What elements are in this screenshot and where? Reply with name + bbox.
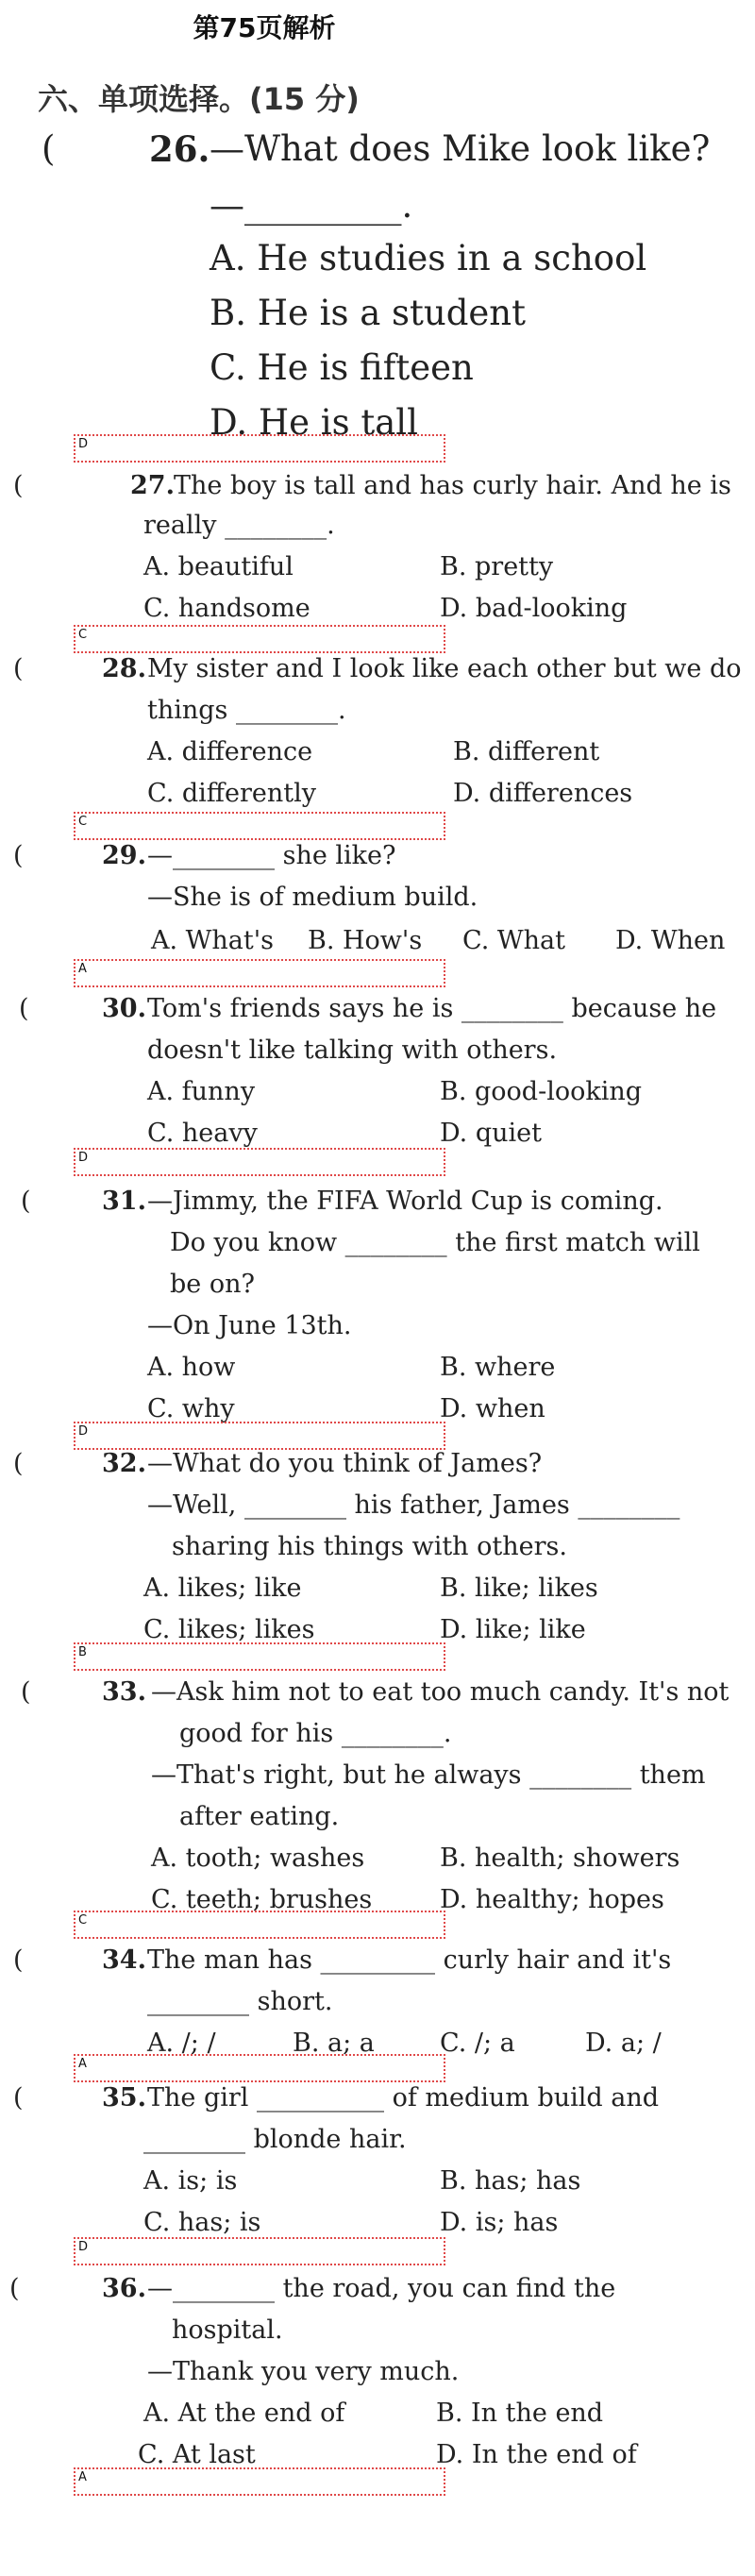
answer-paren: ( [42, 128, 56, 169]
option-d: D. like; like [440, 1615, 586, 1644]
question-stem-line: be on? [170, 1270, 255, 1299]
question-number: 28. [102, 654, 146, 683]
option-c: C. /; a [440, 2029, 515, 2058]
question-stem-line: —Ask him not to eat too much candy. It's not [151, 1677, 730, 1707]
option-a: A. difference [147, 737, 313, 766]
option-c: C. differently [147, 779, 316, 808]
option-d: D. He is tall [210, 402, 418, 443]
question-stem-line: The girl __________ of medium build and [147, 2083, 660, 2113]
option-a: A. He studies in a school [210, 238, 647, 278]
answer-box: A [74, 2467, 445, 2496]
question-stem-line: —________ the road, you can find the [147, 2274, 616, 2303]
option-b: B. a; a [293, 2029, 375, 2058]
answer-box: D [74, 2237, 445, 2265]
question-stem-line: —_________. [210, 185, 413, 226]
question-number: 26. [149, 128, 210, 170]
option-d: D. When [615, 926, 726, 955]
answer-box: B [74, 1642, 445, 1671]
option-a: A. funny [147, 1077, 256, 1106]
answer-paren: ( [13, 1449, 24, 1478]
answer-box: C [74, 812, 445, 840]
option-d: D. is; has [440, 2208, 559, 2237]
question-stem-line: —She is of medium build. [147, 883, 478, 912]
option-d: D. bad-looking [440, 594, 628, 623]
option-d: D. a; / [585, 2029, 662, 2058]
option-c: C. heavy [147, 1119, 258, 1148]
answer-paren: ( [21, 1187, 31, 1216]
option-b: B. different [453, 737, 600, 766]
question-stem-line: —Jimmy, the FIFA World Cup is coming. [147, 1187, 663, 1216]
option-d: D. In the end of [436, 2440, 637, 2469]
page-title: 第75页解析 [193, 12, 336, 43]
option-a: A. likes; like [143, 1574, 302, 1603]
answer-box: A [74, 2054, 445, 2082]
option-a: A. /; / [147, 2029, 216, 2058]
answer-box: C [74, 1911, 445, 1939]
option-b: B. How's [308, 926, 423, 955]
question-number: 32. [102, 1449, 146, 1478]
option-a: A. tooth; washes [151, 1844, 365, 1873]
option-a: A. What's [151, 926, 275, 955]
answer-paren: ( [9, 2274, 20, 2303]
option-b: B. In the end [436, 2399, 604, 2428]
question-stem-line: —Well, ________ his father, James ________ [147, 1490, 680, 1520]
option-d: D. healthy; hopes [440, 1885, 664, 1914]
question-stem-line: good for his ________. [179, 1719, 452, 1748]
question-stem-line: after eating. [179, 1802, 340, 1831]
option-b: B. He is a student [210, 293, 527, 333]
question-stem-line: really ________. [143, 511, 335, 540]
question-number: 29. [102, 841, 146, 870]
option-a: A. At the end of [143, 2399, 345, 2428]
option-c: C. handsome [143, 594, 310, 623]
option-c: C. teeth; brushes [151, 1885, 373, 1914]
question-stem-line: Tom's friends says he is ________ because he [147, 994, 717, 1023]
question-stem-line: —________ she like? [147, 841, 396, 870]
question-stem-line: —What does Mike look like? [210, 128, 711, 169]
option-d: D. when [440, 1394, 545, 1423]
question-stem-line: —Thank you very much. [147, 2357, 460, 2386]
option-c: C. At last [138, 2440, 256, 2469]
question-stem-line: —That's right, but he always ________ them [151, 1760, 706, 1790]
option-b: B. has; has [440, 2166, 581, 2196]
answer-paren: ( [13, 841, 24, 870]
option-c: C. why [147, 1394, 235, 1423]
option-a: A. beautiful [143, 552, 294, 581]
option-c: C. He is fifteen [210, 347, 474, 388]
answer-box: C [74, 625, 445, 653]
option-b: B. good-looking [440, 1077, 643, 1106]
question-stem-line: The boy is tall and has curly hair. And he is [174, 471, 731, 500]
answer-box: D [74, 1148, 445, 1176]
answer-paren: ( [21, 1677, 31, 1707]
question-stem-line: sharing his things with others. [172, 1532, 567, 1561]
answer-box: A [74, 959, 445, 987]
question-number: 33. [102, 1677, 146, 1707]
answer-paren: ( [13, 2083, 24, 2113]
question-stem-line: —On June 13th. [147, 1311, 352, 1340]
answer-box: D [74, 1422, 445, 1450]
answer-paren: ( [19, 994, 29, 1023]
answer-paren: ( [13, 654, 24, 683]
question-number: 34. [102, 1945, 146, 1975]
option-c: C. likes; likes [143, 1615, 315, 1644]
question-number: 35. [102, 2083, 146, 2113]
question-number: 27. [130, 471, 175, 500]
question-number: 36. [102, 2274, 146, 2303]
answer-paren: ( [13, 1945, 24, 1975]
question-stem-line: doesn't like talking with others. [147, 1035, 558, 1065]
question-number: 30. [102, 994, 146, 1023]
option-b: B. health; showers [440, 1844, 680, 1873]
question-stem-line: —What do you think of James? [147, 1449, 543, 1478]
answer-box: D [74, 434, 445, 463]
option-a: A. is; is [143, 2166, 238, 2196]
option-d: D. differences [453, 779, 633, 808]
question-stem-line: things ________. [147, 696, 346, 725]
option-c: C. What [462, 926, 565, 955]
question-stem-line: Do you know ________ the first match will [170, 1228, 700, 1257]
question-stem-line: The man has _________ curly hair and it's [147, 1945, 672, 1975]
option-a: A. how [147, 1353, 236, 1382]
question-stem-line: ________ short. [147, 1987, 333, 2016]
question-stem-line: ________ blonde hair. [143, 2125, 407, 2154]
section-header: 六、单项选择。(15 分) [38, 81, 360, 117]
option-b: B. pretty [440, 552, 554, 581]
question-stem-line: hospital. [172, 2315, 283, 2345]
option-b: B. where [440, 1353, 556, 1382]
answer-paren: ( [13, 471, 24, 500]
question-number: 31. [102, 1187, 146, 1216]
option-d: D. quiet [440, 1119, 542, 1148]
option-c: C. has; is [143, 2208, 261, 2237]
question-stem-line: My sister and I look like each other but we do [147, 654, 742, 683]
option-b: B. like; likes [440, 1574, 598, 1603]
